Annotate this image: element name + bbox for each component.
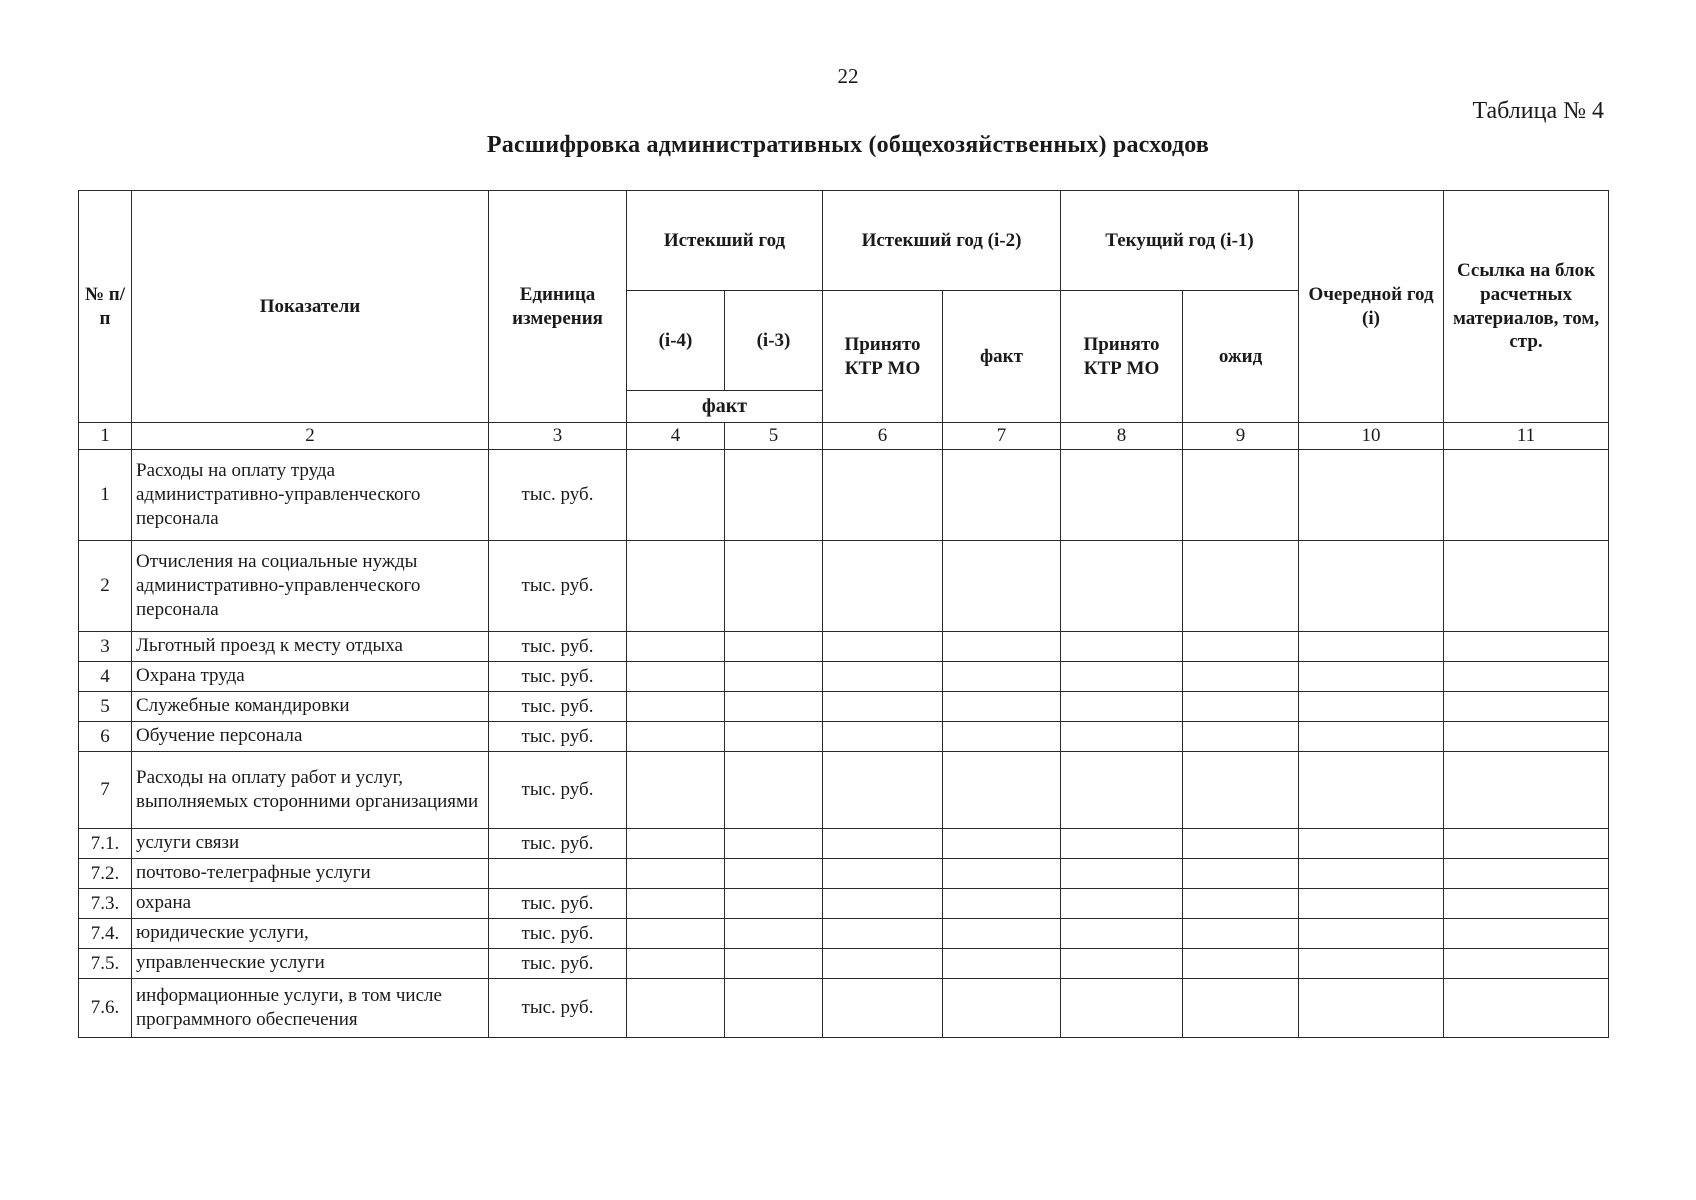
table-row (79, 662, 1609, 692)
value-cell (1183, 692, 1299, 722)
value-cell (1183, 859, 1299, 889)
value-cell (823, 859, 943, 889)
table-row (79, 450, 1609, 541)
row-indicator: Расходы на оплату работ и услуг, выполняемых сторонними организациями (132, 752, 489, 829)
value-cell (1299, 979, 1444, 1038)
column-number: 4 (627, 423, 725, 450)
row-unit: тыс. руб. (489, 829, 627, 859)
value-cell (1061, 752, 1183, 829)
value-cell (1444, 692, 1609, 722)
value-cell (627, 662, 725, 692)
value-cell (823, 829, 943, 859)
value-cell (725, 889, 823, 919)
column-number: 11 (1444, 423, 1609, 450)
row-number: 7.4. (79, 919, 132, 949)
value-cell (1061, 692, 1183, 722)
row-number: 1 (79, 450, 132, 541)
header-current-year: Текущий год (i-1) (1061, 191, 1299, 291)
value-cell (1183, 752, 1299, 829)
value-cell (1183, 979, 1299, 1038)
row-indicator: Льготный проезд к месту отдыха (132, 632, 489, 662)
table-row (79, 919, 1609, 949)
value-cell (1444, 662, 1609, 692)
page-number: 22 (837, 64, 859, 88)
column-number: 7 (943, 423, 1061, 450)
value-cell (725, 752, 823, 829)
row-indicator: управленческие услуги (132, 949, 489, 979)
value-cell (1299, 752, 1444, 829)
value-cell (1444, 859, 1609, 889)
column-number: 3 (489, 423, 627, 450)
value-cell (627, 692, 725, 722)
value-cell (627, 979, 725, 1038)
value-cell (725, 859, 823, 889)
row-unit: тыс. руб. (489, 722, 627, 752)
value-cell (1444, 752, 1609, 829)
value-cell (1183, 919, 1299, 949)
table-row (79, 829, 1609, 859)
value-cell (943, 450, 1061, 541)
table-row (79, 632, 1609, 662)
value-cell (1061, 859, 1183, 889)
row-unit: тыс. руб. (489, 632, 627, 662)
row-number: 6 (79, 722, 132, 752)
value-cell (1061, 979, 1183, 1038)
value-cell (1444, 722, 1609, 752)
value-cell (1183, 889, 1299, 919)
table-row (79, 722, 1609, 752)
row-indicator: Отчисления на социальные нужды административно-управленческого персонала (132, 541, 489, 632)
row-unit: тыс. руб. (489, 541, 627, 632)
value-cell (725, 541, 823, 632)
header-fact: факт (627, 391, 823, 423)
table-row (79, 979, 1609, 1038)
table-row (79, 859, 1609, 889)
row-indicator: охрана (132, 889, 489, 919)
row-number: 7.3. (79, 889, 132, 919)
table-header (79, 191, 1609, 423)
value-cell (725, 662, 823, 692)
header-fact-2: факт (943, 291, 1061, 423)
value-cell (1444, 979, 1609, 1038)
value-cell (943, 541, 1061, 632)
value-cell (823, 692, 943, 722)
row-indicator: юридические услуги, (132, 919, 489, 949)
row-unit: тыс. руб. (489, 752, 627, 829)
value-cell (943, 722, 1061, 752)
header-reference: Ссылка на блок расчетных материалов, том, стр. (1444, 191, 1609, 423)
value-cell (943, 692, 1061, 722)
value-cell (1061, 829, 1183, 859)
column-number: 1 (79, 423, 132, 450)
value-cell (1444, 541, 1609, 632)
header-past-year: Истекший год (627, 191, 823, 291)
value-cell (943, 632, 1061, 662)
value-cell (1299, 722, 1444, 752)
value-cell (1299, 692, 1444, 722)
table-row (79, 949, 1609, 979)
value-cell (627, 919, 725, 949)
row-number: 7.6. (79, 979, 132, 1038)
row-unit: тыс. руб. (489, 949, 627, 979)
value-cell (1061, 722, 1183, 752)
value-cell (1299, 450, 1444, 541)
expenses-table (78, 190, 1609, 1038)
value-cell (725, 692, 823, 722)
value-cell (1061, 541, 1183, 632)
column-number-row (79, 423, 1609, 450)
row-indicator: услуги связи (132, 829, 489, 859)
value-cell (1299, 829, 1444, 859)
document-title: Расшифровка административных (общехозяйственных) расходов (486, 132, 1210, 158)
value-cell (1061, 450, 1183, 541)
value-cell (725, 979, 823, 1038)
value-cell (627, 949, 725, 979)
row-number: 7 (79, 752, 132, 829)
table-body (79, 423, 1609, 1038)
value-cell (627, 450, 725, 541)
value-cell (1183, 632, 1299, 662)
value-cell (823, 979, 943, 1038)
value-cell (943, 979, 1061, 1038)
row-number: 7.2. (79, 859, 132, 889)
value-cell (1061, 662, 1183, 692)
row-number: 5 (79, 692, 132, 722)
value-cell (1299, 859, 1444, 889)
value-cell (823, 662, 943, 692)
header-accepted-2: Принято КТР МО (1061, 291, 1183, 423)
value-cell (725, 632, 823, 662)
row-unit: тыс. руб. (489, 692, 627, 722)
value-cell (1183, 450, 1299, 541)
row-number: 7.1. (79, 829, 132, 859)
value-cell (1061, 889, 1183, 919)
value-cell (1444, 919, 1609, 949)
value-cell (1444, 829, 1609, 859)
value-cell (943, 859, 1061, 889)
table-row (79, 541, 1609, 632)
value-cell (823, 919, 943, 949)
table-label: Таблица № 4 (1472, 98, 1604, 124)
row-number: 7.5. (79, 949, 132, 979)
row-indicator: почтово-телеграфные услуги (132, 859, 489, 889)
value-cell (725, 949, 823, 979)
row-number: 2 (79, 541, 132, 632)
header-i4: (i-4) (627, 291, 725, 391)
table-row (79, 692, 1609, 722)
row-unit: тыс. руб. (489, 450, 627, 541)
value-cell (823, 632, 943, 662)
header-indicators: Показатели (132, 191, 489, 423)
column-number: 9 (1183, 423, 1299, 450)
value-cell (1061, 632, 1183, 662)
value-cell (725, 450, 823, 541)
value-cell (943, 662, 1061, 692)
value-cell (1299, 662, 1444, 692)
value-cell (725, 919, 823, 949)
row-unit: тыс. руб. (489, 662, 627, 692)
value-cell (823, 889, 943, 919)
value-cell (627, 889, 725, 919)
value-cell (1183, 541, 1299, 632)
value-cell (823, 450, 943, 541)
value-cell (1444, 450, 1609, 541)
value-cell (823, 722, 943, 752)
value-cell (1061, 949, 1183, 979)
row-unit: тыс. руб. (489, 889, 627, 919)
table-row (79, 889, 1609, 919)
value-cell (627, 541, 725, 632)
row-unit: тыс. руб. (489, 979, 627, 1038)
value-cell (823, 949, 943, 979)
row-number: 4 (79, 662, 132, 692)
value-cell (627, 859, 725, 889)
value-cell (1444, 632, 1609, 662)
column-number: 2 (132, 423, 489, 450)
row-indicator: Обучение персонала (132, 722, 489, 752)
row-indicator: Охрана труда (132, 662, 489, 692)
row-indicator: информационные услуги, в том числе программного обеспечения (132, 979, 489, 1038)
value-cell (943, 889, 1061, 919)
value-cell (1299, 889, 1444, 919)
table-row (79, 752, 1609, 829)
column-number: 10 (1299, 423, 1444, 450)
header-num: № п/п (79, 191, 132, 423)
header-next-year: Очередной год (i) (1299, 191, 1444, 423)
row-number: 3 (79, 632, 132, 662)
value-cell (1299, 919, 1444, 949)
column-number: 5 (725, 423, 823, 450)
header-accepted-1: Принято КТР МО (823, 291, 943, 423)
value-cell (627, 752, 725, 829)
value-cell (1061, 919, 1183, 949)
value-cell (1444, 949, 1609, 979)
value-cell (943, 829, 1061, 859)
value-cell (1299, 949, 1444, 979)
column-number: 6 (823, 423, 943, 450)
value-cell (725, 722, 823, 752)
row-indicator: Расходы на оплату труда административно-управленческого персонала (132, 450, 489, 541)
value-cell (943, 949, 1061, 979)
row-indicator: Служебные командировки (132, 692, 489, 722)
row-unit: тыс. руб. (489, 919, 627, 949)
header-i3: (i-3) (725, 291, 823, 391)
value-cell (1183, 722, 1299, 752)
value-cell (627, 722, 725, 752)
value-cell (943, 919, 1061, 949)
value-cell (1183, 829, 1299, 859)
header-unit: Единица измерения (489, 191, 627, 423)
value-cell (627, 829, 725, 859)
value-cell (1299, 632, 1444, 662)
value-cell (823, 541, 943, 632)
header-past-year-i2: Истекший год (i-2) (823, 191, 1061, 291)
column-number: 8 (1061, 423, 1183, 450)
value-cell (1183, 949, 1299, 979)
header-expected: ожид (1183, 291, 1299, 423)
value-cell (1299, 541, 1444, 632)
value-cell (627, 632, 725, 662)
value-cell (1444, 889, 1609, 919)
value-cell (943, 752, 1061, 829)
value-cell (1183, 662, 1299, 692)
value-cell (823, 752, 943, 829)
row-unit (489, 859, 627, 889)
value-cell (725, 829, 823, 859)
